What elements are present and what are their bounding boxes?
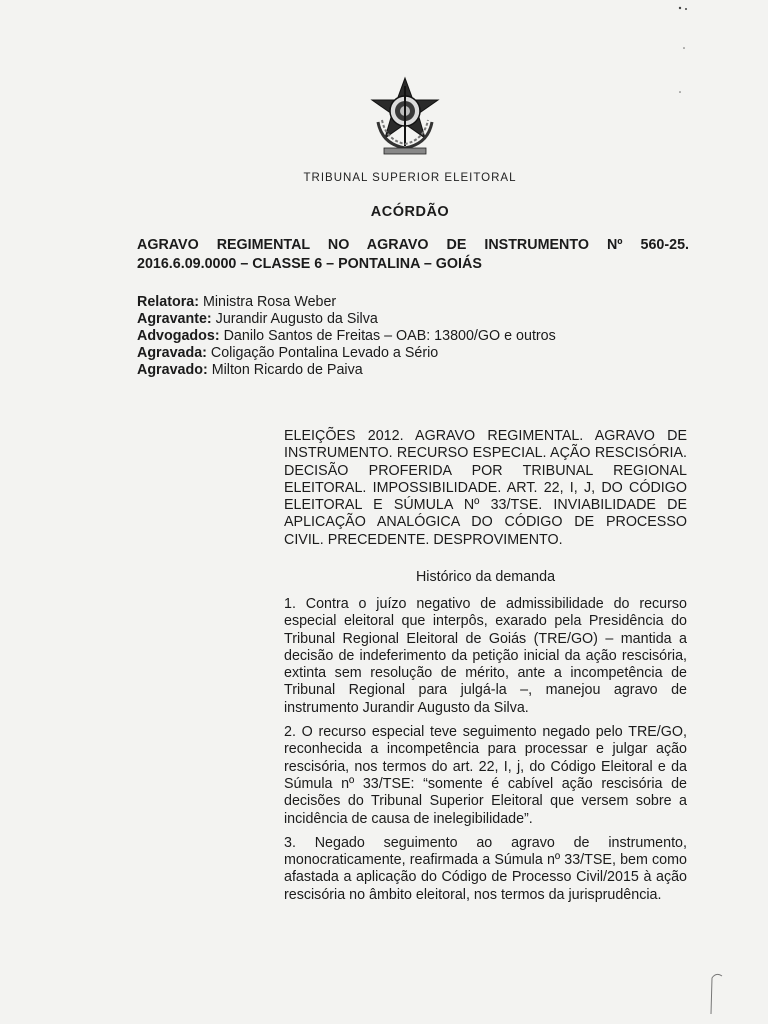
coat-of-arms-icon bbox=[368, 76, 442, 160]
party-label: Agravado: bbox=[137, 362, 208, 378]
court-name: TRIBUNAL SUPERIOR ELEITORAL bbox=[303, 172, 517, 184]
party-agravante bbox=[137, 311, 697, 328]
case-title bbox=[137, 236, 689, 274]
party-value: Danilo Santos de Freitas – OAB: 13800/GO e outros bbox=[223, 328, 556, 344]
party-value: Coligação Pontalina Levado a Sério bbox=[210, 345, 439, 361]
party-value: Ministra Rosa Weber bbox=[202, 294, 337, 310]
historico-heading: Histórico da demanda bbox=[415, 569, 556, 585]
paragraph-1: 1. Contra o juízo negativo de admissibilidade do recurso especial eleitoral que interpôs, exarado pela Presidência do Tribunal Regional Eleitoral de Goiás (TRE/GO) – mantida a decisão de indeferimento da petição inicial da ação rescisória, extinta sem resolução de mérito, ante a incompetência de Tribunal Regional para julgá-la –, manejou agravo de instrumento Jurandir Augusto da Silva. bbox=[284, 596, 687, 716]
party-relatora bbox=[137, 294, 697, 311]
party-value: Jurandir Augusto da Silva bbox=[215, 311, 378, 327]
parties-list bbox=[137, 294, 697, 379]
case-title-line-2: 2016.6.09.0000 – CLASSE 6 – PONTALINA – GOIÁS bbox=[137, 256, 482, 272]
party-agravado bbox=[137, 362, 697, 379]
paragraph-2: 2. O recurso especial teve seguimento negado pelo TRE/GO, reconhecida a incompetência para processar e julgar ação rescisória, nos termos do art. 22, I, j, do Código Eleitoral e da Súmula nº 33/TSE: “somente é cabível ação rescisória de decisões do Tribunal Superior Eleitoral que versem sobre a incidência de causa de inelegibilidade”. bbox=[284, 724, 687, 827]
ementa-summary: ELEIÇÕES 2012. AGRAVO REGIMENTAL. AGRAVO DE INSTRUMENTO. RECURSO ESPECIAL. AÇÃO RESCISÓRIA. DECISÃO PROFERIDA POR TRIBUNAL REGIONAL ELEITORAL. IMPOSSIBILIDADE. ART. 22, I, J, DO CÓDIGO ELEITORAL E SÚMULA Nº 33/TSE. INVIABILIDADE DE APLICAÇÃO ANALÓGICA DO CÓDIGO DE PROCESSO CIVIL. PRECEDENTE. DESPROVIMENTO. bbox=[284, 428, 687, 548]
party-label: Advogados: bbox=[137, 328, 220, 344]
party-label: Relatora: bbox=[137, 294, 199, 310]
party-agravada bbox=[137, 345, 697, 362]
body-paragraphs bbox=[284, 596, 687, 911]
party-label: Agravada: bbox=[137, 345, 207, 361]
party-value: Milton Ricardo de Paiva bbox=[211, 362, 363, 378]
party-label: Agravante: bbox=[137, 311, 212, 327]
case-title-line-1: AGRAVO REGIMENTAL NO AGRAVO DE INSTRUMENTO Nº 560-25. bbox=[137, 237, 689, 253]
paragraph-3: 3. Negado seguimento ao agravo de instrumento, monocraticamente, reafirmada a Súmula nº 33/TSE, bem como afastada a aplicação do Código de Processo Civil/2015 à ação rescisória no âmbito eleitoral, nos termos da jurisprudência. bbox=[284, 834, 687, 903]
document-type-title: ACÓRDÃO bbox=[370, 204, 450, 220]
party-advogados bbox=[137, 328, 697, 345]
